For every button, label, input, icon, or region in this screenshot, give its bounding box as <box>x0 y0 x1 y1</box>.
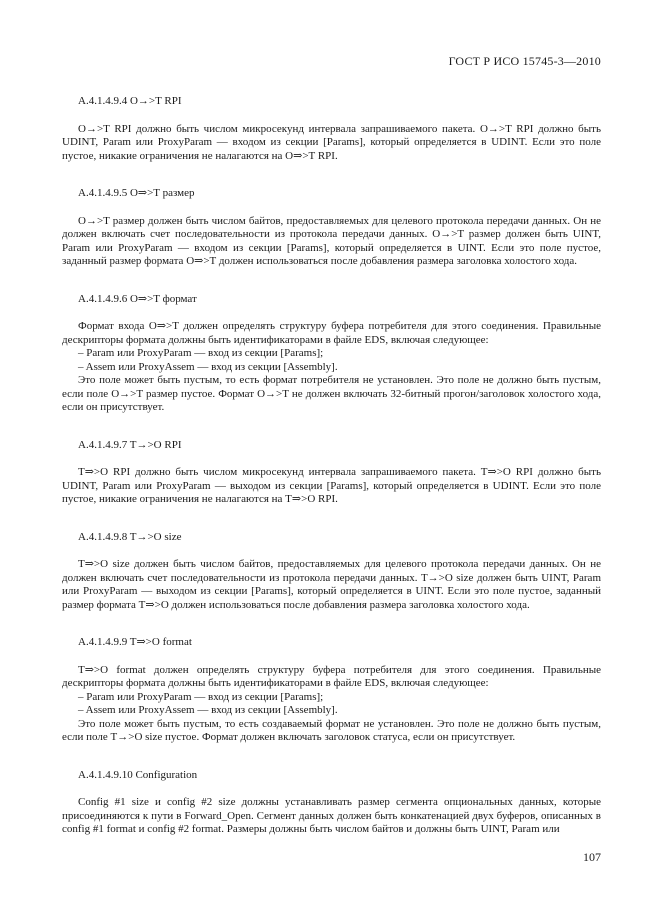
paragraph: Формат входа O⇒>T должен определять структуру буфера потребителя для этого соединения. Правильные дескрипторы формата должны быть идентификаторами в файле EDS, включая следующее: <box>62 320 601 346</box>
document-body <box>62 95 601 861</box>
paragraph: O→>T размер должен быть числом байтов, предоставляемых для целевого протокола передачи данных. Он не должен включать счет последовательности из протокола передачи данных. O→>T размер должен быть UINT, Param или ProxyParam — входом из секции [Params], который определяется в UINT. Если это поле пустое, заданный размер формата O⇒>T должен использоваться после добавления размера заголовка холостого хода. <box>62 214 601 267</box>
section <box>62 293 601 415</box>
section-heading: A.4.1.4.9.10 Configuration <box>78 768 198 781</box>
section-heading: A.4.1.4.9.9 T⇒>O format <box>78 636 192 648</box>
section <box>62 769 601 837</box>
paragraph: T⇒>O format должен определять структуру буфера потребителя для этого соединения. Правильные дескрипторы формата должны быть идентификаторами в файле EDS, включая следующее: <box>62 663 601 689</box>
section <box>62 531 601 613</box>
standard-header: ГОСТ Р ИСО 15745-3—2010 <box>448 54 601 68</box>
list-item: – Param или ProxyParam — вход из секции [Params]; <box>78 347 324 359</box>
section <box>62 636 601 745</box>
paragraph: Это поле может быть пустым, то есть формат потребителя не установлен. Это поле не должно быть пустым, если поле O→>T размер пустое. Формат O→>T не должен включать 32-битный прогон/заголовок холостого хода, если он присутствует. <box>62 374 601 413</box>
section-heading: A.4.1.4.9.7 T→>O RPI <box>78 438 182 451</box>
section-heading: A.4.1.4.9.4 O→>T RPI <box>78 95 182 107</box>
list-item: – Assem или ProxyAssem — вход из секции [Assembly]. <box>78 360 338 373</box>
page-number: 107 <box>583 850 601 864</box>
section-heading: A.4.1.4.9.5 O⇒>T размер <box>78 187 195 199</box>
paragraph: T⇒>O RPI должно быть числом микросекунд интервала запрашиваемого пакета. T⇒>O RPI должно быть UDINT, Param или ProxyParam — выходом из секции [Params], который определяется в UDINT. Если это поле пустое, никакие ограничения не налагаются на T⇒>O RPI. <box>62 466 601 505</box>
section-heading: A.4.1.4.9.6 O⇒>T формат <box>78 292 197 305</box>
list-item: – Param или ProxyParam — вход из секции [Params]; <box>78 690 324 703</box>
section <box>62 95 601 163</box>
section <box>62 439 601 507</box>
paragraph: O→>T RPI должно быть числом микросекунд интервала запрашиваемого пакета. O→>T RPI должно быть UDINT, Param или ProxyParam — входом из секции [Params], который определяется в UDINT. Если это поле пустое, никакие ограничения не налагаются на O⇒>T RPI. <box>62 122 601 162</box>
section <box>62 187 601 269</box>
paragraph: Это поле может быть пустым, то есть создаваемый формат не установлен. Это поле не должно быть пустым, если поле T→>O size пустое. Формат должен включать заголовок статуса, если он присутствует. <box>62 717 601 743</box>
paragraph: Config #1 size и config #2 size должны устанавливать размер сегмента опциональных данных, которые присоединяются к пути в Forward_Open. Сегмент данных должен быть конкатенацией двух буферов, описанных в config #1 format и config #2 format. Размеры должны быть числом байтов и должны быть UINT, Param или <box>62 796 601 835</box>
paragraph: T⇒>O size должен быть числом байтов, предоставляемых для целевого протокола передачи данных. Он не должен включать счет последовательности из протокола передачи данных. T→>O size должен быть UINT, Param или ProxyParam — выходом из секции [Params], который определяется в UINT. Если это поле пустое, заданный размер формата T⇒>O должен использоваться после добавления размера заголовка холостого хода. <box>62 558 601 611</box>
section-heading: A.4.1.4.9.8 T→>O size <box>78 530 182 543</box>
list-item: – Assem или ProxyAssem — вход из секции [Assembly]. <box>78 704 338 716</box>
